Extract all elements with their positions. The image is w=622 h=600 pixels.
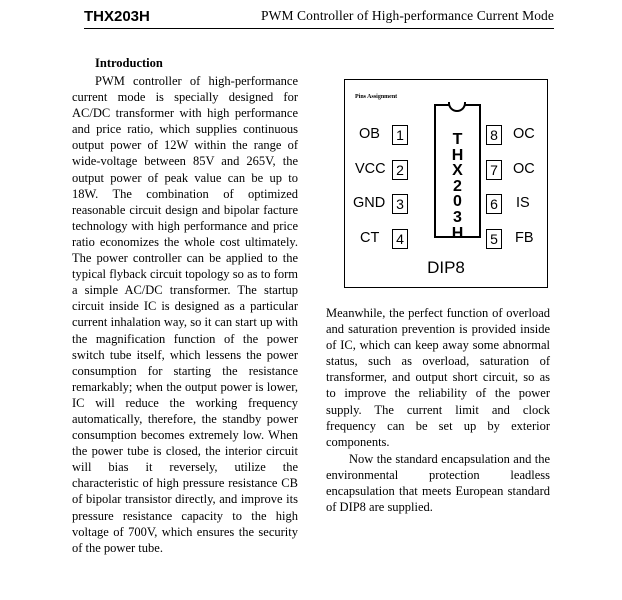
pin-2-name: VCC (355, 161, 386, 177)
chip-letter: X (452, 162, 463, 180)
pin-1-name: OB (359, 126, 380, 142)
pin-8-name: OC (513, 126, 535, 142)
pin-4-name: CT (360, 230, 380, 246)
pin-4-number: 4 (392, 229, 408, 249)
pin-7-name: OC (513, 161, 535, 177)
encapsulation-paragraph: Now the standard encapsulation and the environmental protection leadless encapsulation that meets European standard of DIP8 are supplied. (326, 451, 550, 515)
chip-letter: 3 (453, 208, 462, 226)
pin-5-name: FB (515, 230, 534, 246)
part-number: THX203H (84, 8, 150, 25)
pin-8-number: 8 (486, 125, 502, 145)
pin-1-number: 1 (392, 125, 408, 145)
pin-3-name: GND (353, 195, 386, 211)
pin-7-number: 7 (486, 160, 502, 180)
introduction-heading: Introduction (95, 56, 163, 70)
package-label: DIP8 (427, 258, 465, 277)
pin-6-number: 6 (486, 194, 502, 214)
pin-assignment-figure (344, 79, 548, 288)
chip-letter: H (451, 224, 464, 242)
introduction-section (72, 55, 298, 556)
chip-letter: 0 (453, 193, 462, 211)
pin-6-name: IS (516, 195, 530, 211)
chip-label (434, 132, 481, 241)
protection-paragraph: Meanwhile, the perfect function of overload and saturation prevention is provided inside of IC, which can keep away some abnormal status, such as overload, saturation of transformer, and output short circuit, so as to improve the reliability of the power supply. The current limit and clock frequency can be set up by exterior components. (326, 306, 550, 449)
pin-2-number: 2 (392, 160, 408, 180)
chip-letter: T (452, 131, 463, 148)
pins-assignment-title: Pins Assignment (355, 94, 398, 100)
pin-5-number: 5 (486, 229, 502, 249)
pin-3-number: 3 (392, 194, 408, 214)
page-header (84, 6, 554, 29)
right-column (326, 305, 550, 515)
chip-letter: H (451, 146, 464, 164)
introduction-paragraph: PWM controller of high-performance current mode is specially designed for AC/DC transformer with high performance and price ratio, which supplies continuous output power of 12W within the range of wide-voltage between 85V and 265V, the output power of peak value can be up to 18W. The combination of optimized reasonable circuit design and bipolar facture technology with high performance and price ratio economizes the whole cost ultimately. The power controller can be applied to the typical flyback circuit topology so as to form a simple AC/DC transformer. The startup circuit inside IC is designed as a particular current inhalation way, so it can start up with the magnification function of the power switch tube itself, which lessens the power consumption for starting the resistance remarkably; when the output power is lower, IC will reduce the working frequency automatically, therefore, the standby power consumption becomes extremely low. When the power tube is closed, the interior circuit will bias it reversely, utilize the characteristic of high pressure resistance CB of bipolar transistor directly, and improve its pressure resistance capacity to the high voltage of 700V, which ensures the security of the power tube. (72, 74, 298, 555)
document-title: PWM Controller of High-performance Current Mode (261, 8, 554, 23)
chip-letter: 2 (453, 177, 462, 195)
